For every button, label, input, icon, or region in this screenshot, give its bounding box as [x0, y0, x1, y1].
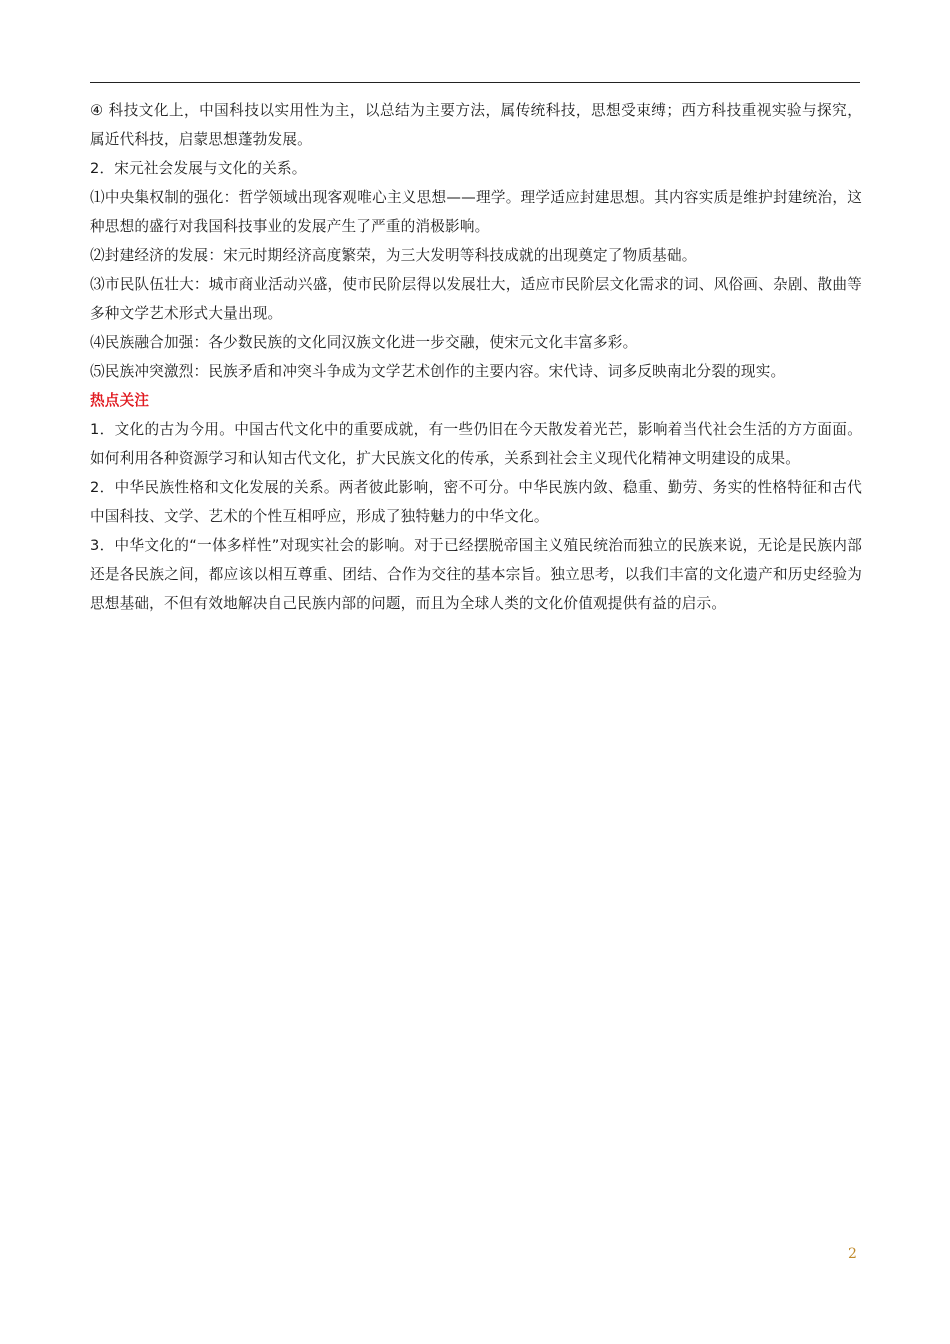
paragraph-national-character: 2．中华民族性格和文化发展的关系。两者彼此影响，密不可分。中华民族内敛、稳重、勤劳、务实的性格特征和古代中国科技、文学、艺术的个性互相呼应，形成了独特魅力的中华文化。	[90, 479, 862, 525]
paragraph-ethnic-conflict: ⑸民族冲突激烈：民族矛盾和冲突斗争成为文学艺术创作的主要内容。宋代诗、词多反映南北分裂的现实。	[90, 363, 786, 380]
document-body	[90, 96, 862, 618]
paragraph-citizen-class: ⑶市民队伍壮大：城市商业活动兴盛，使市民阶层得以发展壮大，适应市民阶层文化需求的词、风俗画、杂剧、散曲等多种文学艺术形式大量出现。	[90, 276, 862, 322]
paragraph-ethnic-fusion: ⑷民族融合加强：各少数民族的文化同汉族文化进一步交融，使宋元文化丰富多彩。	[90, 334, 638, 351]
section-title-hot-topics: 热点关注	[90, 392, 150, 409]
paragraph-unity-diversity: 3．中华文化的“一体多样性”对现实社会的影响。对于已经摆脱帝国主义殖民统治而独立的民族来说，无论是民族内部还是各民族之间，都应该以相互尊重、团结、合作为交往的基本宗旨。独立思考，以我们丰富的文化遗产和历史经验为思想基础，不但有效地解决自己民族内部的问题，而且为全球人类的文化价值观提供有益的启示。	[90, 537, 862, 612]
header-rule	[90, 82, 860, 83]
paragraph-science-culture: ④ 科技文化上，中国科技以实用性为主，以总结为主要方法，属传统科技，思想受束缚；西方科技重视实验与探究，属近代科技，启蒙思想蓬勃发展。	[90, 102, 862, 148]
page-number: 2	[848, 1246, 857, 1262]
paragraph-ancient-for-present: 1．文化的古为今用。中国古代文化中的重要成就，有一些仍旧在今天散发着光芒，影响着当代社会生活的方方面面。如何利用各种资源学习和认知古代文化，扩大民族文化的传承，关系到社会主义现代化精神文明建设的成果。	[90, 421, 862, 467]
paragraph-song-yuan-heading: 2．宋元社会发展与文化的关系。	[90, 160, 307, 177]
paragraph-centralization: ⑴中央集权制的强化：哲学领域出现客观唯心主义思想——理学。理学适应封建思想。其内容实质是维护封建统治，这种思想的盛行对我国科技事业的发展产生了严重的消极影响。	[90, 189, 862, 235]
paragraph-feudal-economy: ⑵封建经济的发展：宋元时期经济高度繁荣，为三大发明等科技成就的出现奠定了物质基础。	[90, 247, 697, 264]
